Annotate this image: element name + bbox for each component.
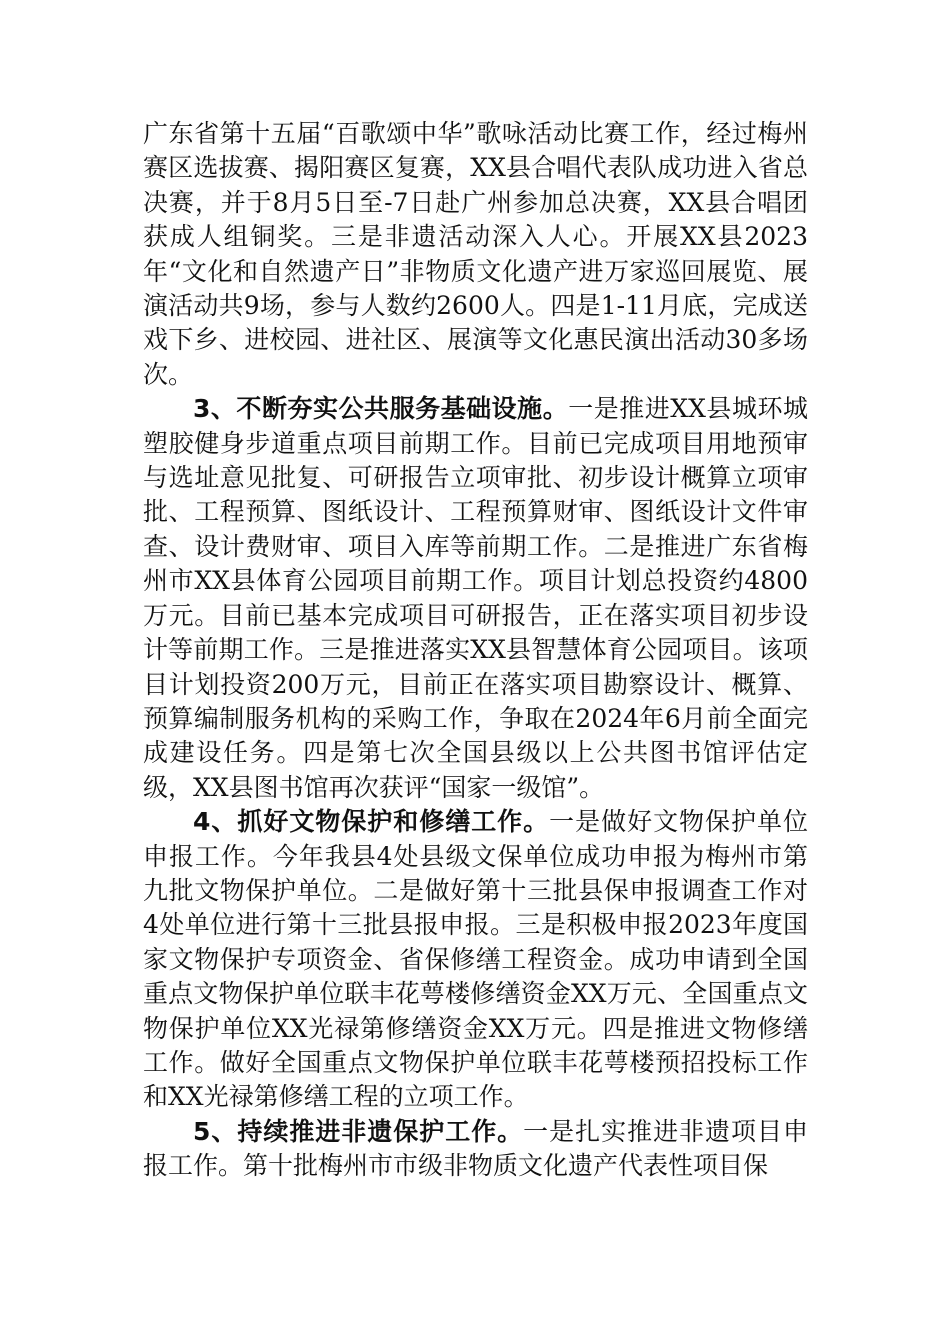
paragraph-text: 一是推进XX县城环城塑胶健身步道重点项目前期工作。目前已完成项目用地预审与选址意见批复、可研报告立项审批、初步设计概算立项审批、工程预算、图纸设计、工程预算财审、图纸设计文件审查、设计费财审、项目入库等前期工作。二是推进广东省梅州市XX县体育公园项目前期工作。项目计划总投资约4800万元。目前已基本完成项目可研报告，正在落实项目初步设计等前期工作。三是推进落实XX县智慧体育公园项目。该项目计划投资200万元，目前正在落实项目勘察设计、概算、预算编制服务机构的采购工作，争取在2024年6月前全面完成建设任务。四是第七次全国县级以上公共图书馆评估定级，XX县图书馆再次获评“国家一级馆”。 [143, 394, 808, 802]
paragraph-continuation [143, 117, 808, 392]
paragraph-relics-protection [143, 805, 808, 1115]
paragraph-text: 一是扎实推进非遗项目申报工作。第十批梅州市市级非物质文化遗产代表性项目保 [143, 1116, 808, 1181]
document-body [143, 117, 808, 1184]
section-heading-5: 5、持续推进非遗保护工作。 [193, 1116, 524, 1146]
paragraph-public-facilities [143, 392, 808, 805]
paragraph-text: 广东省第十五届“百歌颂中华”歌咏活动比赛工作，经过梅州赛区选拔赛、揭阳赛区复赛，XX县合唱代表队成功进入省总决赛，并于8月5日至-7日赴广州参加总决赛，XX县合唱团获成人组铜奖。三是非遗活动深入人心。开展XX县2023年“文化和自然遗产日”非物质文化遗产进万家巡回展览、展演活动共9场，参与人数约2600人。四是1-11月底，完成送戏下乡、进校园、进社区、展演等文化惠民演出活动30多场次。 [143, 119, 808, 389]
paragraph-intangible-heritage [143, 1115, 808, 1184]
paragraph-text: 一是做好文物保护单位申报工作。今年我县4处县级文保单位成功申报为梅州市第九批文物保护单位。二是做好第十三批县保申报调查工作对4处单位进行第十三批县报申报。三是积极申报2023年度国家文物保护专项资金、省保修缮工程资金。成功申请到全国重点文物保护单位联丰花萼楼修缮资金XX万元、全国重点文物保护单位XX光禄第修缮资金XX万元。四是推进文物修缮工作。做好全国重点文物保护单位联丰花萼楼预招投标工作和XX光禄第修缮工程的立项工作。 [143, 807, 808, 1112]
section-heading-4: 4、抓好文物保护和修缮工作。 [193, 807, 550, 837]
section-heading-3: 3、不断夯实公共服务基础设施。 [193, 394, 569, 424]
